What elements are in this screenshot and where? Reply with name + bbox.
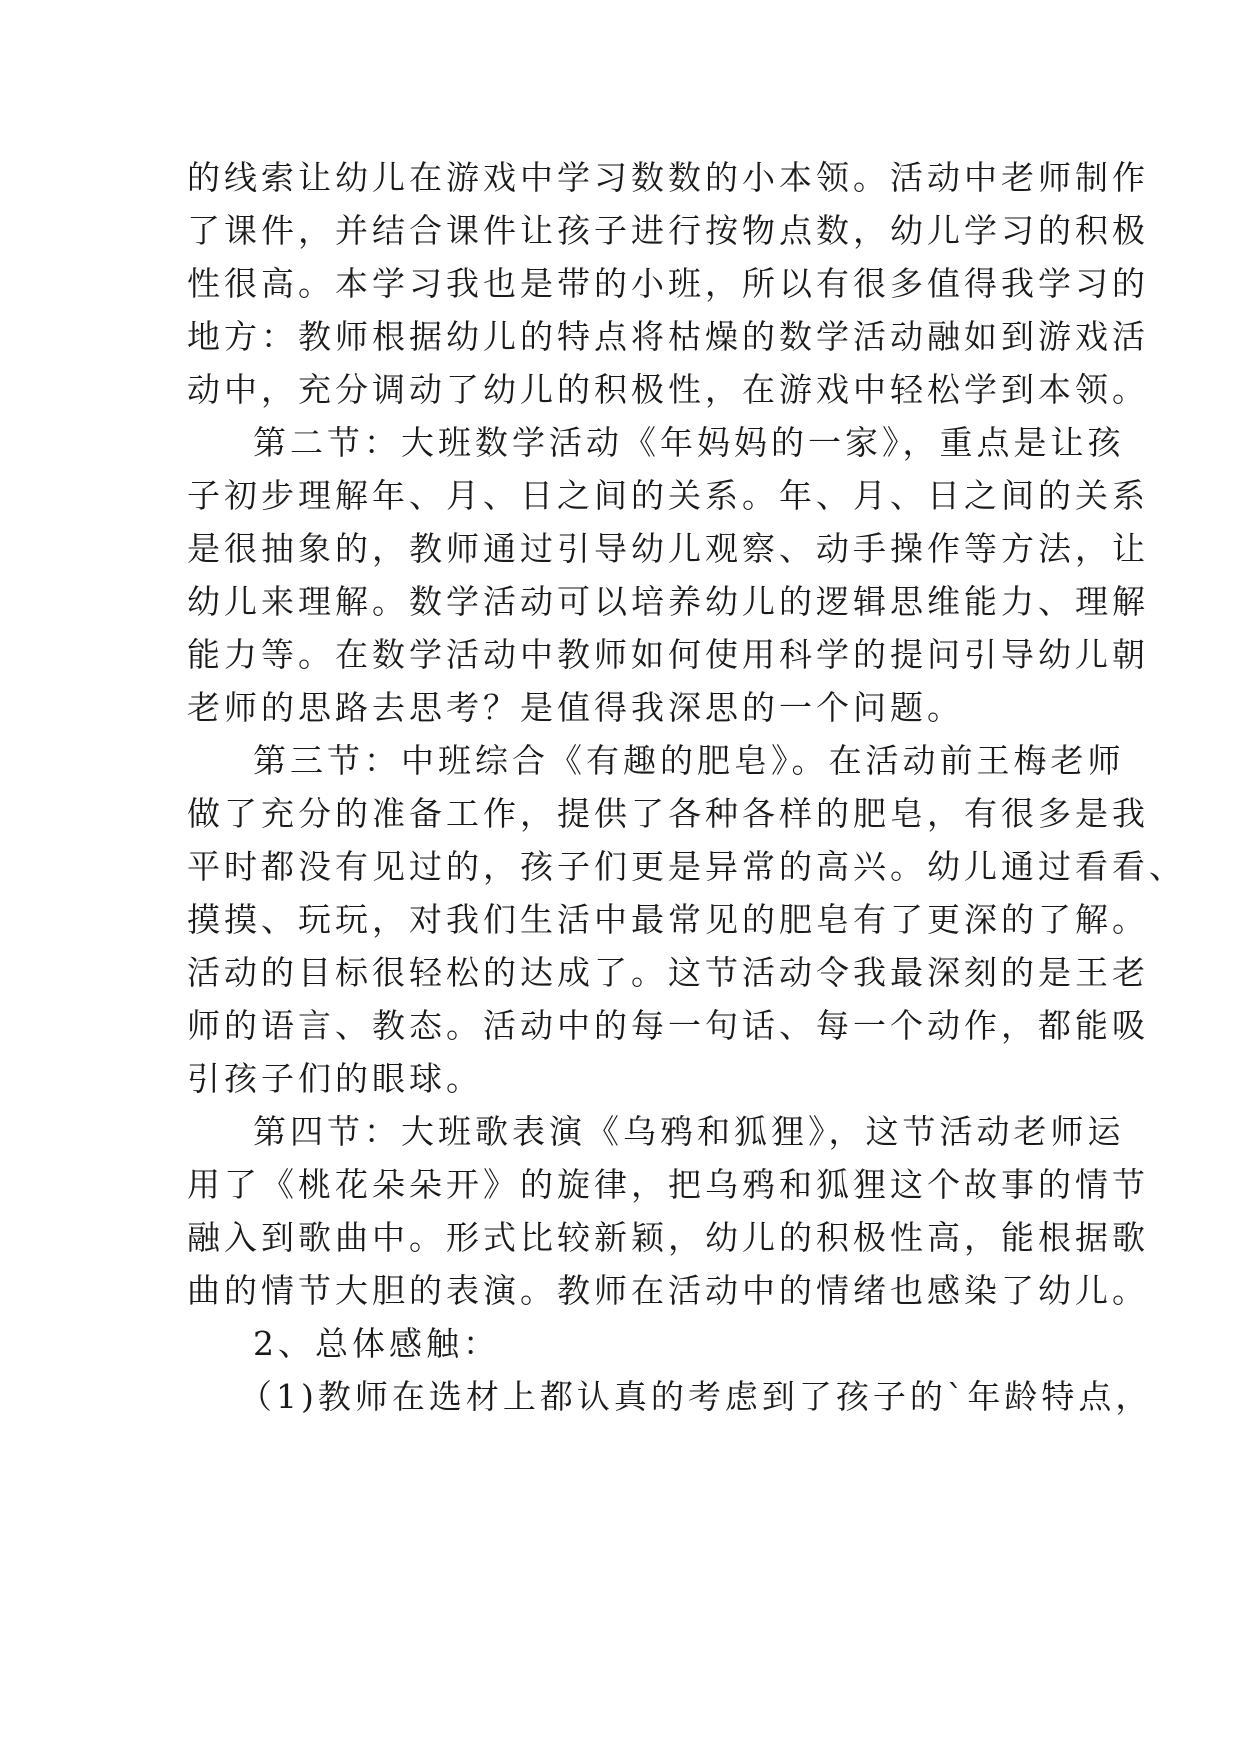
text-line: 是很抽象的，教师通过引导幼儿观察、动手操作等方法，让: [187, 529, 1149, 568]
text-line: 老师的思路去思考？是值得我深思的一个问题。: [187, 688, 964, 727]
text-line: 子初步理解年、月、日之间的关系。年、月、日之间的关系: [187, 476, 1149, 515]
text-line: 能力等。在数学活动中教师如何使用科学的提问引导幼儿朝: [187, 635, 1149, 674]
text-line: 了课件，并结合课件让孩子进行按物点数，幼儿学习的积极: [187, 211, 1149, 250]
paragraph-heading-line: 第四节：大班歌表演《乌鸦和狐狸》，这节活动老师运: [253, 1112, 1125, 1151]
text-line: 的线索让幼儿在游戏中学习数数的小本领。活动中老师制作: [187, 158, 1149, 197]
text-line: 动中，充分调动了幼儿的积极性，在游戏中轻松学到本领。: [187, 370, 1149, 409]
text-line: 摸摸、玩玩，对我们生活中最常见的肥皂有了更深的了解。: [187, 900, 1149, 939]
list-item-line: （1)教师在选材上都认真的考虑到了孩子的`年龄特点，: [239, 1377, 1153, 1416]
text-line: 曲的情节大胆的表演。教师在活动中的情绪也感染了幼儿。: [187, 1271, 1149, 1310]
paragraph-heading-line: 第三节：中班综合《有趣的肥皂》。在活动前王梅老师: [253, 741, 1125, 780]
text-line: 平时都没有见过的，孩子们更是异常的高兴。幼儿通过看看、: [187, 847, 1186, 886]
text-line: 师的语言、教态。活动中的每一句话、每一个动作，都能吸: [187, 1006, 1149, 1045]
text-line: 幼儿来理解。数学活动可以培养幼儿的逻辑思维能力、理解: [187, 582, 1149, 621]
text-line: 做了充分的准备工作，提供了各种各样的肥皂，有很多是我: [187, 794, 1149, 833]
text-line: 用了《桃花朵朵开》的旋律，把乌鸦和狐狸这个故事的情节: [187, 1165, 1149, 1204]
text-line: 性很高。本学习我也是带的小班，所以有很多值得我学习的: [187, 264, 1149, 303]
paragraph-heading-line: 第二节：大班数学活动《年妈妈的一家》，重点是让孩: [253, 423, 1125, 462]
text-line: 活动的目标很轻松的达成了。这节活动令我最深刻的是王老: [187, 953, 1149, 992]
text-line: 地方：教师根据幼儿的特点将枯燥的数学活动融如到游戏活: [187, 317, 1149, 356]
section-heading-line: 2、总体感触：: [253, 1324, 500, 1363]
text-line: 融入到歌曲中。形式比较新颖，幼儿的积极性高，能根据歌: [187, 1218, 1149, 1257]
text-line: 引孩子们的眼球。: [187, 1059, 483, 1098]
